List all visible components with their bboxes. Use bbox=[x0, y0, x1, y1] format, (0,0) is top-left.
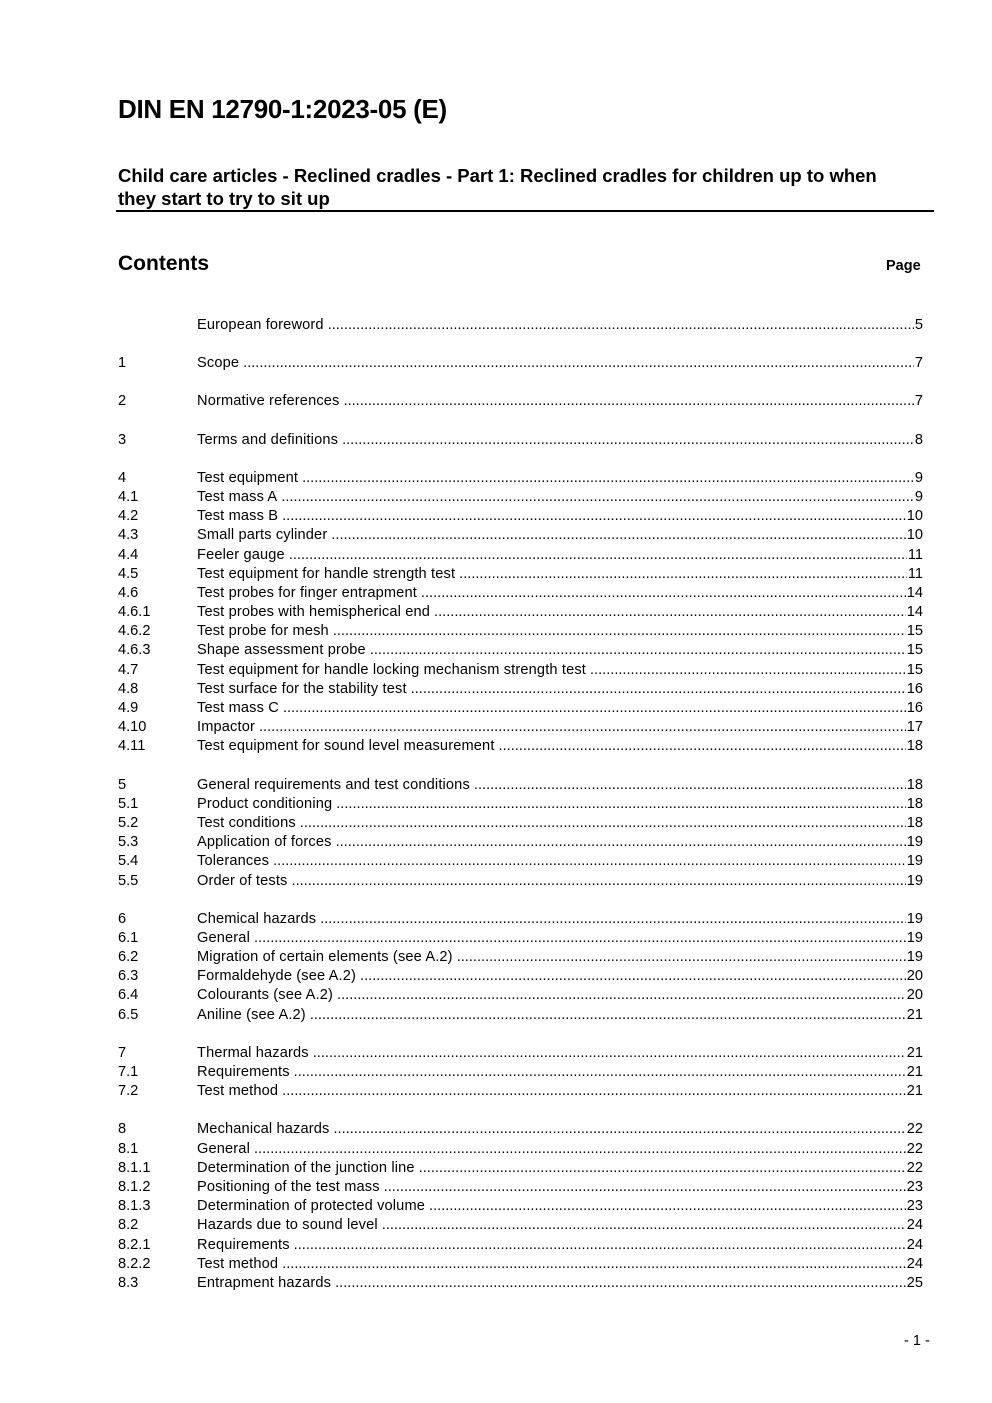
toc-entry-number: 4.5 bbox=[118, 565, 139, 582]
toc-dot-leader bbox=[335, 1274, 906, 1293]
toc-entry-page: 18 bbox=[906, 738, 923, 755]
toc-entry-title: Test equipment for handle strength test bbox=[197, 565, 456, 582]
toc-dot-leader bbox=[282, 1082, 906, 1101]
toc-entry[interactable] bbox=[118, 833, 923, 852]
toc-entry-page: 21 bbox=[906, 1064, 923, 1080]
toc-entry-page: 19 bbox=[906, 872, 923, 889]
toc-entry[interactable] bbox=[118, 526, 923, 545]
toc-dot-leader bbox=[294, 1236, 906, 1255]
toc-entry-title: Mechanical hazards bbox=[197, 1121, 330, 1138]
toc-entry[interactable] bbox=[118, 910, 923, 929]
toc-entry[interactable] bbox=[118, 1197, 923, 1216]
toc-entry-number: 4.9 bbox=[118, 700, 139, 716]
toc-dot-leader bbox=[310, 1006, 906, 1025]
toc-entry-title: Test equipment for sound level measurement bbox=[197, 738, 495, 755]
toc-dot-leader bbox=[289, 546, 907, 565]
toc-dot-leader bbox=[334, 1120, 906, 1139]
toc-entry-page: 14 bbox=[906, 604, 923, 621]
toc-entry-number: 5.4 bbox=[118, 853, 139, 870]
toc-dot-leader bbox=[302, 469, 914, 488]
toc-entry-title: Test probe for mesh bbox=[197, 623, 329, 640]
toc-entry-number: 7.2 bbox=[118, 1083, 139, 1100]
toc-entry-title: Entrapment hazards bbox=[197, 1274, 332, 1291]
toc-section-group bbox=[118, 1044, 923, 1102]
toc-entry-number: 4.7 bbox=[118, 661, 139, 678]
toc-entry-number: 3 bbox=[118, 431, 127, 448]
toc-entry-number: 5 bbox=[118, 776, 127, 793]
toc-entry-page: 7 bbox=[914, 393, 923, 410]
toc-entry[interactable] bbox=[118, 1006, 923, 1025]
toc-entry-number: 1 bbox=[118, 355, 127, 372]
toc-entry[interactable] bbox=[118, 852, 923, 871]
toc-entry-title: Order of tests bbox=[197, 872, 288, 889]
toc-entry-title: Chemical hazards bbox=[197, 910, 317, 927]
toc-entry-page: 24 bbox=[906, 1236, 923, 1253]
toc-entry-number: 5.5 bbox=[118, 872, 139, 889]
toc-dot-leader bbox=[313, 1044, 906, 1063]
toc-entry[interactable] bbox=[118, 986, 923, 1005]
toc-entry-number: 8.2.2 bbox=[118, 1255, 151, 1272]
toc-dot-leader bbox=[243, 354, 914, 373]
toc-entry-number: 2 bbox=[118, 393, 127, 410]
toc-dot-leader bbox=[282, 507, 906, 526]
toc-entry-title: Feeler gauge bbox=[197, 546, 285, 563]
toc-entry-page: 20 bbox=[906, 987, 923, 1004]
toc-entry[interactable] bbox=[118, 680, 923, 699]
toc-entry-number: 7 bbox=[118, 1044, 127, 1061]
toc-dot-leader bbox=[283, 699, 906, 718]
toc-entry[interactable] bbox=[118, 929, 923, 948]
toc-entry-title: Test probes for finger entrapment bbox=[197, 584, 417, 601]
toc-entry-title: Test method bbox=[197, 1083, 279, 1100]
toc-entry[interactable] bbox=[118, 1044, 923, 1063]
toc-entry[interactable] bbox=[118, 967, 923, 986]
toc-dot-leader bbox=[499, 737, 906, 756]
toc-entry-title: Thermal hazards bbox=[197, 1044, 309, 1061]
toc-entry-page: 21 bbox=[906, 1006, 923, 1023]
toc-entry-number: 4 bbox=[118, 469, 127, 486]
toc-entry-page: 16 bbox=[906, 680, 923, 697]
toc-entry-number: 4.1 bbox=[118, 488, 139, 505]
toc-dot-leader bbox=[281, 488, 914, 507]
toc-entry[interactable] bbox=[118, 1236, 923, 1255]
toc-entry-number: 8 bbox=[118, 1121, 127, 1138]
toc-entry-title: Test mass C bbox=[197, 700, 279, 716]
toc-entry-page: 8 bbox=[914, 431, 923, 448]
toc-entry[interactable] bbox=[118, 316, 923, 335]
toc-entry-title: Test probes with hemispherical end bbox=[197, 604, 431, 621]
toc-entry-page: 22 bbox=[906, 1121, 923, 1138]
toc-entry-page: 18 bbox=[906, 776, 923, 793]
toc-entry-number: 8.1.1 bbox=[118, 1159, 151, 1176]
toc-entry-page: 18 bbox=[906, 814, 923, 831]
toc-entry-page: 15 bbox=[906, 642, 923, 659]
toc-entry-page: 10 bbox=[906, 527, 923, 544]
toc-entry-number: 4.6 bbox=[118, 584, 139, 601]
toc-section-group bbox=[118, 392, 923, 411]
toc-dot-leader bbox=[342, 431, 914, 450]
toc-dot-leader bbox=[344, 392, 914, 411]
toc-dot-leader bbox=[434, 603, 906, 622]
toc-entry-title: Normative references bbox=[197, 393, 340, 410]
title-divider bbox=[116, 210, 934, 212]
toc-dot-leader bbox=[254, 929, 906, 948]
toc-entry-page: 19 bbox=[906, 929, 923, 946]
toc-dot-leader bbox=[331, 526, 905, 545]
table-of-contents bbox=[118, 316, 923, 1312]
toc-dot-leader bbox=[384, 1178, 906, 1197]
toc-entry-title: Impactor bbox=[197, 719, 255, 736]
toc-entry-page: 16 bbox=[906, 700, 923, 716]
toc-entry-title: Requirements bbox=[197, 1236, 290, 1253]
toc-entry-title: General requirements and test conditions bbox=[197, 776, 470, 793]
toc-dot-leader bbox=[294, 1063, 906, 1082]
toc-entry[interactable] bbox=[118, 1063, 923, 1082]
toc-entry-number: 4.6.2 bbox=[118, 623, 151, 640]
toc-entry-title: Determination of protected volume bbox=[197, 1198, 426, 1215]
toc-section-group bbox=[118, 316, 923, 335]
toc-section-group bbox=[118, 469, 923, 757]
toc-entry-page: 17 bbox=[906, 719, 923, 736]
toc-entry-page: 23 bbox=[906, 1178, 923, 1195]
toc-entry-page: 21 bbox=[906, 1083, 923, 1100]
toc-dot-leader bbox=[259, 718, 906, 737]
page-column-label: Page bbox=[886, 258, 921, 274]
toc-dot-leader bbox=[333, 622, 906, 641]
toc-dot-leader bbox=[273, 852, 906, 871]
toc-entry-number: 8.2 bbox=[118, 1217, 139, 1234]
toc-dot-leader bbox=[282, 1255, 906, 1274]
toc-entry[interactable] bbox=[118, 1120, 923, 1139]
toc-entry-page: 11 bbox=[907, 546, 923, 563]
toc-dot-leader bbox=[457, 948, 906, 967]
toc-dot-leader bbox=[382, 1216, 906, 1235]
toc-dot-leader bbox=[429, 1197, 906, 1216]
toc-entry[interactable] bbox=[118, 814, 923, 833]
toc-entry-page: 14 bbox=[906, 584, 923, 601]
toc-entry-number: 4.4 bbox=[118, 546, 139, 563]
toc-entry-number: 8.3 bbox=[118, 1274, 139, 1291]
toc-entry-number: 4.6.3 bbox=[118, 642, 151, 659]
toc-entry-number: 4.10 bbox=[118, 719, 147, 736]
toc-dot-leader bbox=[411, 680, 906, 699]
toc-entry[interactable] bbox=[118, 1159, 923, 1178]
toc-entry-number: 5.2 bbox=[118, 814, 139, 831]
toc-entry-page: 21 bbox=[906, 1044, 923, 1061]
toc-entry-page: 19 bbox=[906, 949, 923, 966]
toc-section-group bbox=[118, 354, 923, 373]
toc-entry-title: Determination of the junction line bbox=[197, 1159, 415, 1176]
toc-entry[interactable] bbox=[118, 431, 923, 450]
toc-entry-title: Requirements bbox=[197, 1064, 290, 1080]
toc-entry-title: Scope bbox=[197, 355, 240, 372]
toc-entry-number: 4.3 bbox=[118, 527, 139, 544]
toc-entry[interactable] bbox=[118, 737, 923, 756]
toc-entry[interactable] bbox=[118, 354, 923, 373]
toc-entry-number: 4.11 bbox=[118, 738, 146, 755]
toc-entry-title: Test mass B bbox=[197, 508, 279, 525]
toc-entry-title: Migration of certain elements (see A.2) bbox=[197, 949, 453, 966]
toc-entry-page: 22 bbox=[906, 1140, 923, 1157]
toc-entry-title: Test mass A bbox=[197, 488, 278, 505]
toc-entry[interactable] bbox=[118, 661, 923, 680]
toc-dot-leader bbox=[337, 986, 906, 1005]
toc-entry-page: 19 bbox=[906, 853, 923, 870]
toc-section-group bbox=[118, 776, 923, 891]
toc-entry-page: 9 bbox=[914, 488, 923, 505]
toc-entry-title: General bbox=[197, 929, 250, 946]
toc-dot-leader bbox=[474, 776, 906, 795]
toc-entry-title: Test equipment for handle locking mechanism strength test bbox=[197, 661, 586, 678]
toc-dot-leader bbox=[419, 1159, 906, 1178]
toc-entry-title: Test method bbox=[197, 1255, 279, 1272]
toc-entry-page: 20 bbox=[906, 968, 923, 985]
toc-entry-title: European foreword bbox=[197, 317, 324, 333]
toc-entry-title: Small parts cylinder bbox=[197, 527, 328, 544]
document-code: DIN EN 12790-1:2023-05 (E) bbox=[118, 94, 447, 124]
toc-entry-number: 6.5 bbox=[118, 1006, 139, 1023]
toc-dot-leader bbox=[360, 967, 906, 986]
toc-entry[interactable] bbox=[118, 1082, 923, 1101]
toc-entry-title: Test equipment bbox=[197, 469, 299, 486]
toc-dot-leader bbox=[336, 833, 906, 852]
toc-entry-number: 4.6.1 bbox=[118, 604, 151, 621]
toc-entry-number: 6.1 bbox=[118, 929, 139, 946]
toc-dot-leader bbox=[300, 814, 906, 833]
document-subtitle: Child care articles - Reclined cradles - Part 1: Reclined cradles for children up to when they start to try to sit up bbox=[118, 165, 877, 209]
toc-entry[interactable] bbox=[118, 699, 923, 718]
toc-dot-leader bbox=[292, 872, 906, 891]
toc-entry[interactable] bbox=[118, 1274, 923, 1293]
toc-section-group bbox=[118, 1120, 923, 1293]
toc-entry-title: Terms and definitions bbox=[197, 431, 339, 448]
toc-entry-number: 4.2 bbox=[118, 508, 139, 525]
toc-entry-page: 18 bbox=[906, 795, 923, 812]
toc-entry-page: 10 bbox=[906, 508, 923, 525]
toc-dot-leader bbox=[320, 910, 906, 929]
toc-entry[interactable] bbox=[118, 1216, 923, 1235]
toc-dot-leader bbox=[328, 316, 914, 335]
toc-entry-title: Positioning of the test mass bbox=[197, 1178, 380, 1195]
toc-entry[interactable] bbox=[118, 469, 923, 488]
toc-entry-page: 24 bbox=[906, 1217, 923, 1234]
toc-entry-title: Colourants (see A.2) bbox=[197, 987, 334, 1004]
toc-section-group bbox=[118, 910, 923, 1025]
toc-entry-number: 8.1 bbox=[118, 1140, 139, 1157]
toc-section-group bbox=[118, 431, 923, 450]
toc-entry-title: Shape assessment probe bbox=[197, 642, 366, 659]
toc-entry-title: Formaldehyde (see A.2) bbox=[197, 968, 357, 985]
toc-entry[interactable] bbox=[118, 546, 923, 565]
toc-entry-page: 25 bbox=[906, 1274, 923, 1291]
toc-dot-leader bbox=[370, 641, 906, 660]
toc-entry-page: 15 bbox=[906, 661, 923, 678]
toc-entry-title: Product conditioning bbox=[197, 795, 333, 812]
toc-entry-number: 7.1 bbox=[118, 1064, 139, 1080]
toc-entry-page: 11 bbox=[907, 565, 923, 582]
toc-entry[interactable] bbox=[118, 795, 923, 814]
toc-dot-leader bbox=[421, 584, 906, 603]
contents-heading: Contents bbox=[118, 252, 209, 275]
toc-entry-page: 19 bbox=[906, 834, 923, 851]
toc-entry-number: 8.2.1 bbox=[118, 1236, 151, 1253]
toc-entry-page: 23 bbox=[906, 1198, 923, 1215]
toc-entry[interactable] bbox=[118, 603, 923, 622]
toc-entry[interactable] bbox=[118, 507, 923, 526]
toc-entry-number: 8.1.2 bbox=[118, 1178, 151, 1195]
toc-entry-number: 5.3 bbox=[118, 834, 139, 851]
toc-entry[interactable] bbox=[118, 872, 923, 891]
toc-entry-number: 6.3 bbox=[118, 968, 139, 985]
toc-entry-title: General bbox=[197, 1140, 250, 1157]
toc-entry-page: 5 bbox=[914, 317, 923, 333]
toc-entry[interactable] bbox=[118, 565, 923, 584]
toc-entry[interactable] bbox=[118, 488, 923, 507]
toc-entry-number: 8.1.3 bbox=[118, 1198, 151, 1215]
toc-entry-title: Hazards due to sound level bbox=[197, 1217, 378, 1234]
toc-dot-leader bbox=[459, 565, 907, 584]
toc-entry[interactable] bbox=[118, 584, 923, 603]
toc-entry[interactable] bbox=[118, 1178, 923, 1197]
toc-entry-number: 4.8 bbox=[118, 680, 139, 697]
toc-entry[interactable] bbox=[118, 718, 923, 737]
toc-dot-leader bbox=[254, 1140, 906, 1159]
toc-dot-leader bbox=[336, 795, 906, 814]
toc-entry-page: 19 bbox=[906, 910, 923, 927]
toc-entry-page: 24 bbox=[906, 1255, 923, 1272]
toc-entry-title: Test surface for the stability test bbox=[197, 680, 407, 697]
toc-entry[interactable] bbox=[118, 1255, 923, 1274]
toc-entry-page: 7 bbox=[914, 355, 923, 372]
toc-entry-number: 6.2 bbox=[118, 949, 139, 966]
toc-entry-number: 6.4 bbox=[118, 987, 139, 1004]
toc-dot-leader bbox=[590, 661, 906, 680]
toc-entry-title: Tolerances bbox=[197, 853, 270, 870]
toc-entry[interactable] bbox=[118, 392, 923, 411]
toc-entry[interactable] bbox=[118, 948, 923, 967]
toc-entry[interactable] bbox=[118, 776, 923, 795]
toc-entry[interactable] bbox=[118, 622, 923, 641]
toc-entry[interactable] bbox=[118, 641, 923, 660]
toc-entry[interactable] bbox=[118, 1140, 923, 1159]
toc-entry-page: 9 bbox=[914, 469, 923, 486]
toc-entry-title: Aniline (see A.2) bbox=[197, 1006, 306, 1023]
page-number: - 1 - bbox=[904, 1333, 930, 1349]
toc-entry-title: Application of forces bbox=[197, 834, 332, 851]
toc-entry-page: 15 bbox=[906, 623, 923, 640]
toc-entry-number: 6 bbox=[118, 910, 127, 927]
toc-entry-number: 5.1 bbox=[118, 795, 139, 812]
toc-entry-title: Test conditions bbox=[197, 814, 296, 831]
toc-entry-page: 22 bbox=[906, 1159, 923, 1176]
